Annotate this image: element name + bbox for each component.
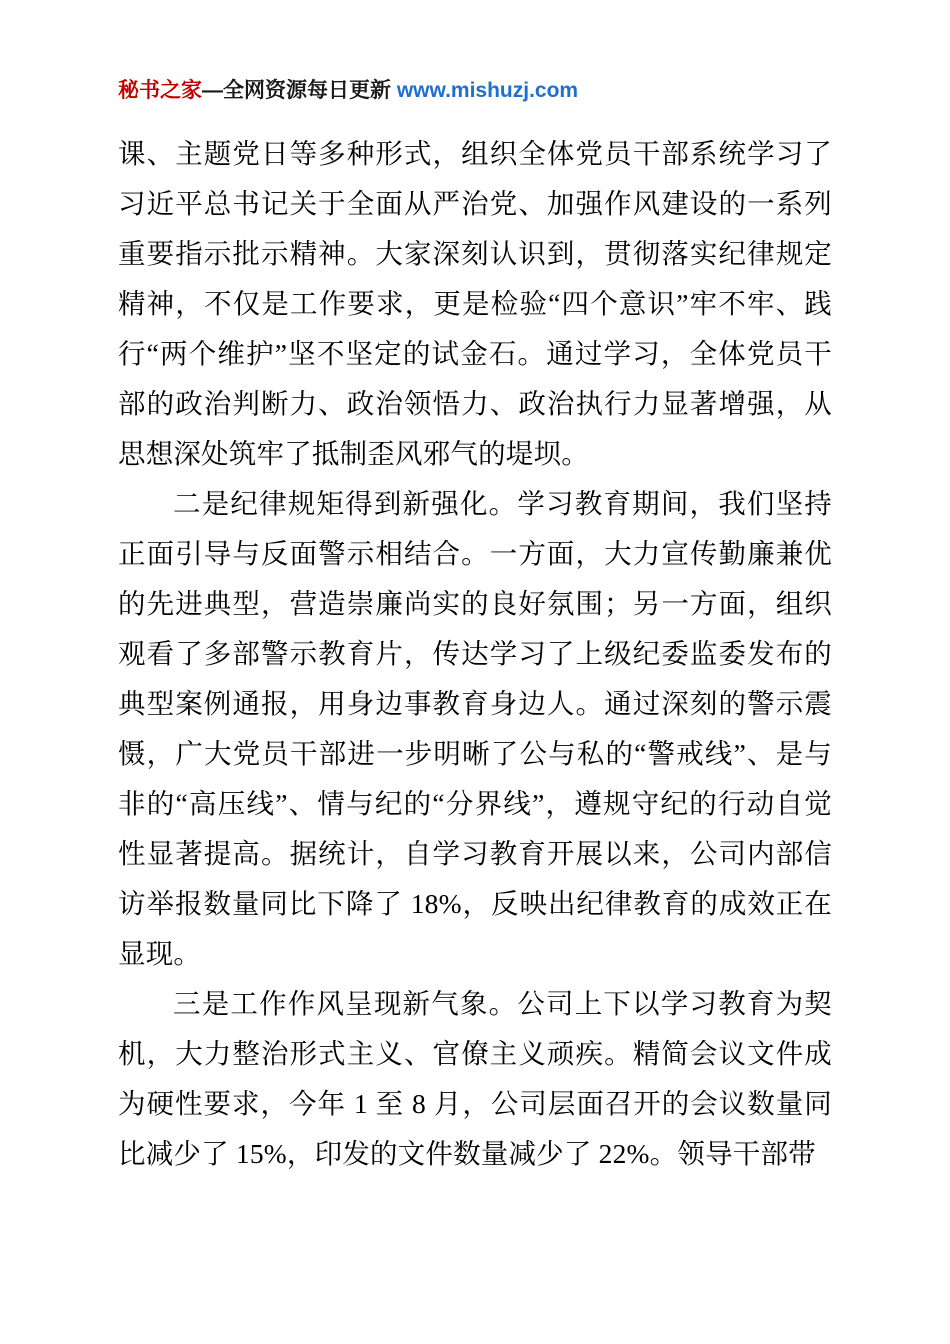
paragraph-1: 课、主题党日等多种形式，组织全体党员干部系统学习了习近平总书记关于全面从严治党、加强作风建设的一系列重要指示批示精神。大家深刻认识到，贯彻落实纪律规定精神，不仅是工作要求，更是检验“四个意识”牢不牢、践行“两个维护”坚不坚定的试金石。通过学习，全体党员干部的政治判断力、政治领悟力、政治执行力显著增强，从思想深处筑牢了抵制歪风邪气的堤坝。 xyxy=(118,138,832,470)
paragraph-2: 二是纪律规矩得到新强化。学习教育期间，我们坚持正面引导与反面警示相结合。一方面，大力宣传勤廉兼优的先进典型，营造崇廉尚实的良好氛围；另一方面，组织观看了多部警示教育片，传达学习了上级纪委监委发布的典型案例通报，用身边事教育身边人。通过深刻的警示震慑，广大党员干部进一步明晰了公与私的“警戒线”、是与非的“高压线”、情与纪的“分界线”，遵规守纪的行动自觉性显著提高。据统计，自学习教育开展以来，公司内部信访举报数量同比下降了 18%，反映出纪律教育的成效正在显现。 xyxy=(118,488,833,970)
paragraph-3: 三是工作作风呈现新气象。公司上下以学习教育为契机，大力整治形式主义、官僚主义顽疾。精简会议文件成为硬性要求，今年 1 至 8 月，公司层面召开的会议数量同比减少了 15%，印发的文件数量减少了 22%。领导干部带 xyxy=(118,988,832,1170)
site-header xyxy=(118,0,832,103)
site-brand: 秘书之家 xyxy=(118,79,202,102)
site-tagline: —全网资源每日更新 xyxy=(202,79,397,102)
document-body xyxy=(118,129,832,1179)
site-url[interactable]: www.mishuzj.com xyxy=(396,79,579,102)
